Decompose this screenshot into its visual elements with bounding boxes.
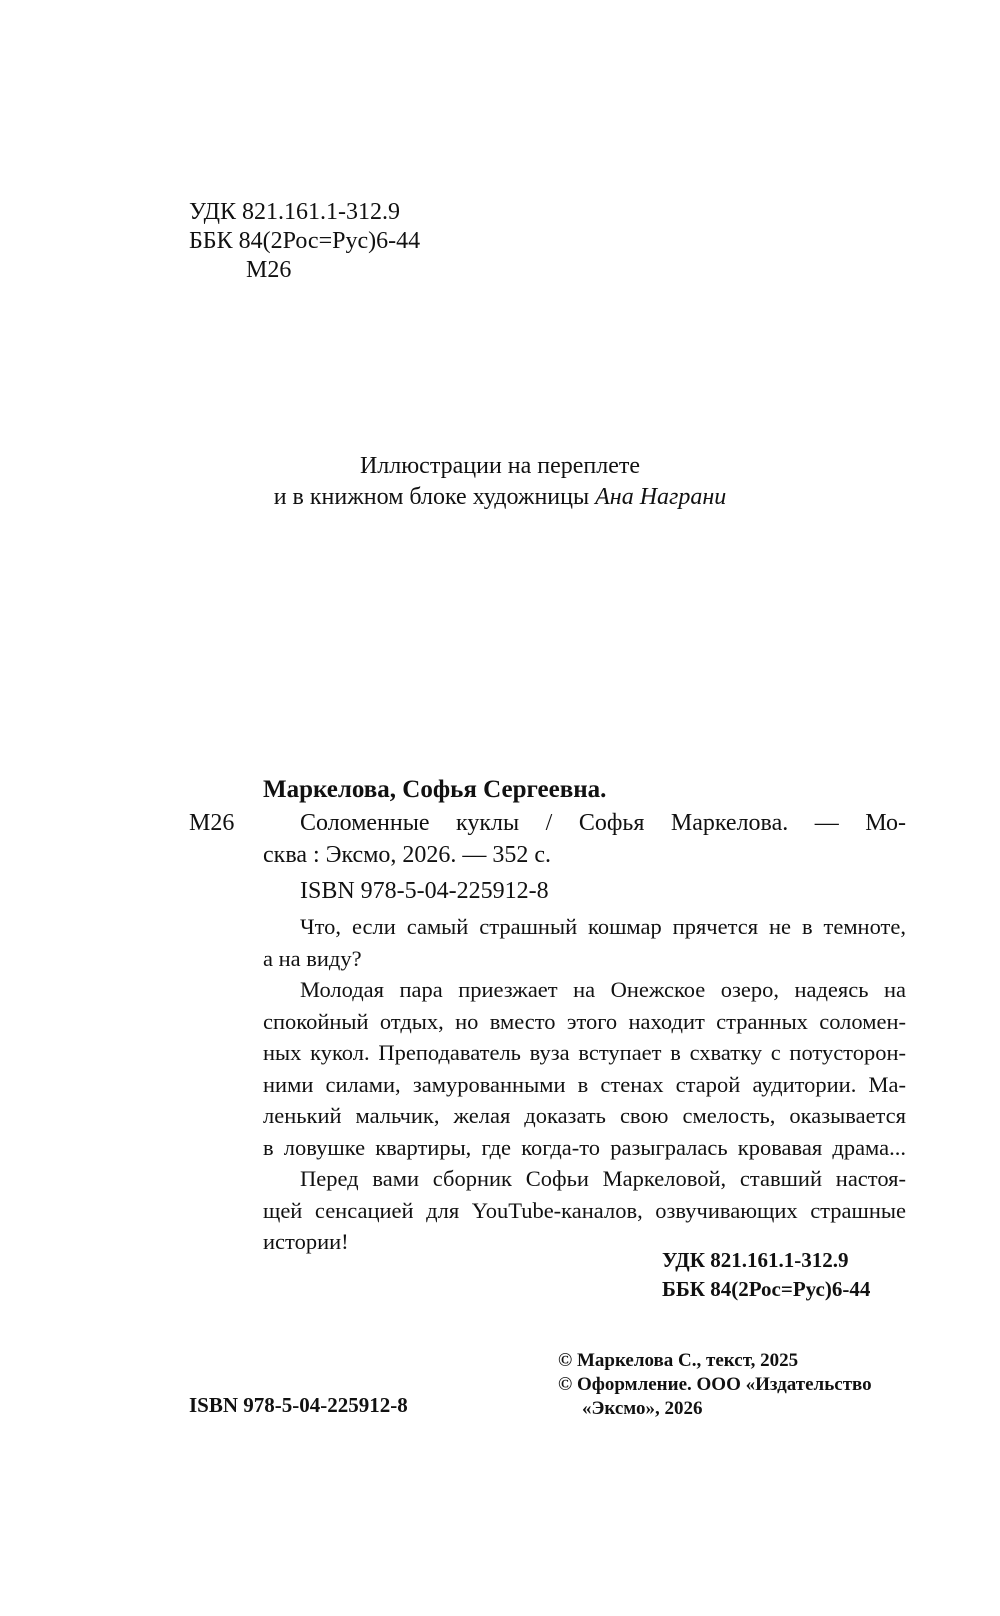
record-author: Маркелова, Софья Сергеевна. — [263, 776, 607, 803]
annotation-p3-line-2: щей сенсацией для YouTube-каналов, озвучивающих страшные — [263, 1197, 906, 1223]
copyright-line-1: © Маркелова С., текст, 2025 — [558, 1350, 799, 1371]
record-author-mark: М26 — [189, 810, 235, 836]
illustrations-prefix: и в книжном блоке художницы — [273, 484, 596, 510]
author-mark: М26 — [246, 257, 292, 283]
annotation-p2-line-3: ных кукол. Преподаватель вуза вступает в схватку с потусторон- — [263, 1040, 906, 1065]
udk-code: УДК 821.161.1-312.9 — [189, 199, 400, 225]
annotation-p2-line-1: Молодая пара приезжает на Онежское озеро, надеясь на — [300, 977, 906, 1002]
bbk-code: ББК 84(2Рос=Рус)6-44 — [189, 228, 421, 254]
annotation-p2-line-4: ними силами, замурованными в стенах старой аудитории. Ма- — [263, 1071, 906, 1097]
record-isbn: ISBN 978-5-04-225912-8 — [300, 878, 549, 904]
copyright-line-3: «Эксмо», 2026 — [582, 1398, 703, 1419]
bbk-code-bottom: ББК 84(2Рос=Рус)6-44 — [662, 1277, 871, 1301]
illustrations-line-2 — [0, 483, 1000, 511]
copyright-line-2: © Оформление. ООО «Издательство — [558, 1374, 872, 1395]
annotation-p2-line-2: спокойный отдых, но вместо этого находит странных соломен- — [263, 1008, 906, 1034]
annotation-p2-line-6: в ловушке квартиры, где когда-то разыгралась кровавая драма... — [263, 1134, 906, 1160]
annotation-p1-line-1: Что, если самый страшный кошмар прячется не в темноте, — [300, 914, 906, 939]
record-title-line-2: сква : Эксмо, 2026. — 352 с. — [263, 842, 552, 868]
artist-name: Ана Награни — [595, 484, 727, 510]
annotation-p3-line-3: истории! — [263, 1229, 349, 1254]
udk-code-bottom: УДК 821.161.1-312.9 — [662, 1248, 849, 1272]
annotation-p3-line-1: Перед вами сборник Софьи Маркеловой, ставший настоя- — [300, 1166, 906, 1191]
record-title-line-1: Соломенные куклы / Софья Маркелова. — Мо- — [300, 810, 906, 836]
annotation — [263, 911, 906, 1258]
illustrations-line-1: Иллюстрации на переплете — [359, 453, 641, 479]
annotation-p1-line-2: а на виду? — [263, 945, 362, 971]
annotation-p2-line-5: ленький мальчик, желая доказать свою смелость, оказывается — [263, 1103, 906, 1128]
isbn-bottom: ISBN 978-5-04-225912-8 — [189, 1393, 408, 1417]
